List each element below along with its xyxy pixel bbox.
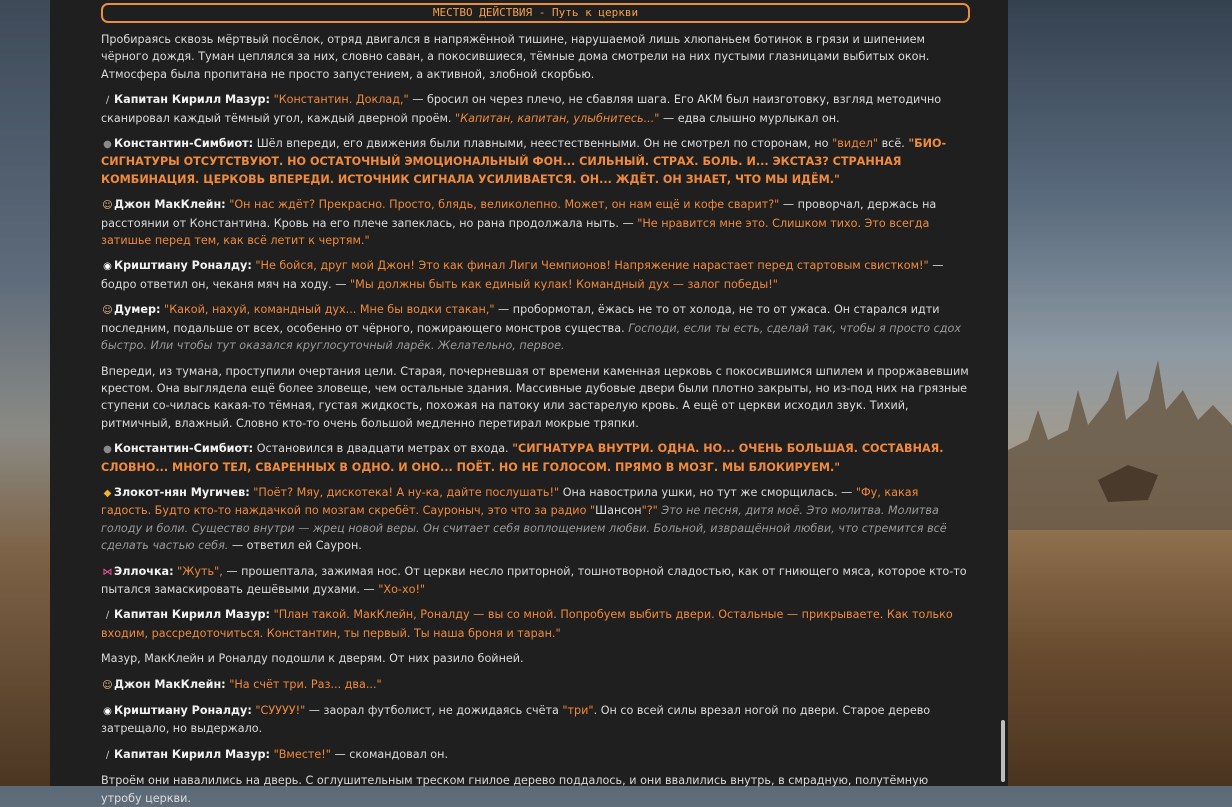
narration-text: Она навострила ушки, но тут же сморщилась. — [559,485,856,499]
speaker-name: Криштиану Роналду: [114,704,252,717]
dialogue-quote: "Поёт? Мяу, дискотека! А ну-ка, дайте послушать!" [253,485,560,499]
narration-text: — проворчал, держась на расстоянии от Константина. Кровь на его плече запеклась, но рана продолжала ныть. — [101,198,937,230]
narration-paragraph: Мазур, МакКлейн и Роналду подошли к дверям. От них разило бойней. [101,652,524,666]
narration-text: — прошептала, зажимая нос. От церкви несло приторной, тошнотворной сладостью, как от гниющего мяса, которое кто-то пытался замаскировать дешёвыми духами. — [101,564,967,596]
dialogue-quote: "Он нас ждёт? Прекрасно. Просто, блядь, великолепно. Может, он нам ещё и кофе сварит?" [229,198,780,212]
thought-text: Господи, если ты есть, сделай так, чтобы я просто сдох быстро. Или чтобы тут оказался круглосуточный ларёк. Желательно, первое. [101,321,961,353]
narration-text: — заорал футболист, не дожидаясь счёта [305,704,563,717]
narration-text: Шансон [595,504,642,518]
message-mazur [101,606,970,642]
knife-icon: ∕ [105,749,110,761]
speaker-name: Думер: [114,303,161,317]
dialogue-quote: "Не бойся, друг мой Джон! Это как финал Лиги Чемпионов! Напряжение нарастает перед стартовым свистком!" [255,259,929,273]
background-ruins [1008,330,1232,530]
narration-text: — едва слышно мурлыкал он. [659,111,840,125]
message-doomer [101,301,970,354]
message-symbiote [101,440,970,476]
dialogue-quote: "Капитан, капитан, улыбнитесь..." [455,111,660,125]
dialogue-quote: "Какой, нахуй, командный дух... Мне бы водки стакан," [164,303,495,317]
person-icon: ☺ [102,679,113,691]
message-ronaldo [101,257,970,293]
cat-face-icon: ◆ [103,487,112,499]
speaker-name: Джон МакКлейн: [114,198,226,212]
dialogue-quote: "Вместе!" [273,747,331,761]
dialogue-quote: "Константин. Доклад," [273,93,409,107]
message-mcclane [101,676,970,694]
message-ronaldo [101,702,970,738]
narration-text: Шёл впереди, его движения были плавными, неестественными. Он не смотрел по сторонам, но [253,137,833,151]
speaker-name: Капитан Кирилл Мазур: [114,747,270,761]
narration-paragraph: Пробираясь сквозь мёртвый посёлок, отряд двигался в напряжённой тишине, нарушаемой лишь хлюпаньем ботинок в грязи и шипением чёрного дождя. Туман цеплялся за них, словно саван, а покосившиеся, тёмные дома смотрели на них пустыми глазницами выбитых окон. Атмосфера была пропитана не просто запустением, а активной, злобной скорбью. [101,33,930,81]
narration-text: — скомандовал он. [330,747,449,761]
message-ellochka [101,563,970,599]
narration-text: — пробормотал, ёжась не то от холода, не то от ужаса. Он старался идти последним, подальше от всех, особенно от чёрного, пожирающего монстров существа. [101,303,940,335]
chat-panel[interactable] [50,0,1008,805]
message-mazur [101,746,970,764]
ribbon-bow-icon: ⋈ [102,566,113,578]
speaker-name: Константин-Симбиот: [114,442,254,456]
dialogue-quote: "?" [641,504,658,518]
dialogue-quote: "видел" [832,137,879,151]
speaker-name: Криштиану Роналду: [114,259,252,273]
soccer-ball-icon: ◉ [103,261,112,273]
soccer-ball-icon: ◉ [103,706,112,717]
narration-text: всё. [878,137,909,151]
dialogue-quote: "СИГНАТУРА ВНУТРИ. ОДНА. НО... ОЧЕНЬ БОЛЬШАЯ. СОСТАВНАЯ. СЛОВНО... МНОГО ТЕЛ, СВАРЕННЫХ В ОДНО. И ОНО... ПОЁТ. НО НЕ ГОЛОСОМ. ПРЯМО В МОЗГ. МЫ БЛОКИРУЕМ." [101,442,944,474]
speaker-name: Эллочка: [114,564,174,578]
speaker-name: Джон МакКлейн: [114,677,226,691]
dark-dot-icon: ● [103,444,112,456]
narration-paragraph: Втроём они навалились на дверь. С оглушительным треском гнилое дерево поддалось, и они ввалились внутрь, в смрадную, полутёмную утробу церкви. [101,774,929,805]
speaker-name: Злокот-нян Мугичев: [114,485,250,499]
dialogue-quote: "СУУУУ!" [255,704,306,717]
dialogue-quote: "Мы должны быть как единый кулак! Командный дух — залог победы!" [350,277,778,291]
narration-text: . Он со всей силы врезал ногой по двери. Старое дерево затрещало, но выдержало. [101,704,931,736]
dialogue-quote: "План такой. МакКлейн, Роналду — вы со мной. Попробуем выбить двери. Остальные — прикрываете. Как только входим, рассредоточиться. Константин, ты первый. Ты наша броня и таран." [101,608,953,640]
dialogue-quote: "Не нравится мне это. Слишком тихо. Это всегда затишье перед тем, как всё летит к чертям." [101,216,930,248]
dialogue-quote: "Фу, какая гадость. Будто кто-то наждачкой по мозгам скребёт. Сауроныч, это что за радио " [101,485,919,518]
message-mcclane [101,196,970,249]
background-left-landscape [0,0,50,786]
narration-text: — ответил ей Саурон. [228,539,362,553]
speaker-name: Капитан Кирилл Мазур: [114,608,270,622]
message-cat [101,484,970,555]
person-icon: ☺ [102,200,113,212]
dialogue-quote: "Жуть", [177,564,223,578]
knife-icon: ∕ [105,95,110,107]
dark-dot-icon: ● [103,139,112,151]
speaker-name: Константин-Симбиот: [114,137,254,151]
dialogue-quote: "Хо-хо!" [378,582,426,596]
knife-icon: ∕ [105,610,110,622]
narration-text: — бросил он через плечо, не сбавляя шага. Его АКМ был наизготовку, взгляд методично сканировал каждый тёмный угол, каждый дверной проём. [101,93,942,125]
narration-text: — бодро ответил он, чеканя мяч на ходу. — [101,259,944,291]
message-symbiote [101,135,970,188]
dialogue-quote: "На счёт три. Раз... два..." [229,677,382,691]
narration-text: Остановился в двадцати метрах от входа. [253,442,513,456]
narration-paragraph: Впереди, из тумана, проступили очертания цели. Старая, почерневшая от времени каменная церковь с покосившимся шпилем и проржавевшим крестом. Она выглядела ещё более зловеще, чем остальные здания. Массивные дубовые двери были плотно закрыты, но из-под них на грязные ступени со-чилась какая-то тёмная, густая жидкость, похожая на патоку или застарелую кровь. А ещё от церкви исходил звук. Тихий, ритмичный, влажный. Словно кто-то очень большой медленно перетирал мокрые тряпки. [101,364,969,430]
dialogue-quote: "три" [562,704,594,717]
dialogue-quote: "БИО-СИГНАТУРЫ ОТСУТСТВУЮТ. НО ОСТАТОЧНЫЙ ЭМОЦИОНАЛЬНЫЙ ФОН... СИЛЬНЫЙ. СТРАХ. БОЛЬ. И... ЭКСТАЗ? СТРАННАЯ КОМБИНАЦИЯ. ЦЕРКОВЬ ВПЕРЕДИ. ИСТОЧНИК СИГНАЛА УСИЛИВАЕТСЯ. ОН... ЖДЁТ. ОН ЗНАЕТ, ЧТО МЫ ИДЁМ." [101,137,947,186]
scene-header: МЕСТВО ДЕЙСТВИЯ - Путь к церкви [101,3,970,23]
chat-scrollbar-thumb[interactable] [1001,720,1005,782]
thought-text: Это не песня, дитя моё. Это молитва. Молитва голоду и боли. Существо внутри — жрец новой веры. Он считает себя воплощением любви. Больной, извращённой любви, что стремится всё сделать частью себя. [101,504,947,553]
person-icon: ☺ [102,305,113,317]
message-mazur [101,91,970,127]
speaker-name: Капитан Кирилл Мазур: [114,93,270,107]
